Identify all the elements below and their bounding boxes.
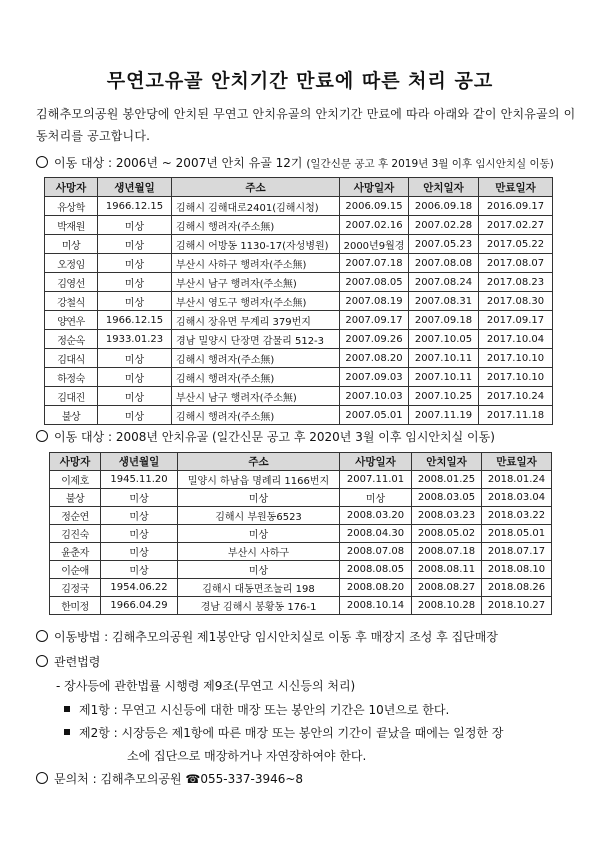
- cell-address: 미상: [178, 525, 340, 543]
- cell-death-date: 2008.04.30: [340, 525, 412, 543]
- table-row: [45, 406, 553, 425]
- cell-enshrine-date: 2007.10.11: [409, 368, 479, 387]
- table-row: [45, 330, 553, 349]
- cell-death-date: 2007.08.19: [340, 292, 409, 311]
- cell-enshrine-date: 2008.03.23: [412, 507, 482, 525]
- cell-enshrine-date: 2007.08.31: [409, 292, 479, 311]
- circle-bullet-icon: [36, 772, 48, 784]
- law-item-1: [64, 701, 449, 718]
- col-header-enshrine-date: 안치일자: [409, 178, 479, 197]
- cell-address: 부산시 남구 행려자(주소無): [172, 273, 340, 292]
- cell-address: 김해시 행려자(주소無): [172, 349, 340, 368]
- cell-birthdate: 미상: [101, 489, 178, 507]
- cell-deceased: 정순연: [50, 507, 101, 525]
- circle-bullet-icon: [36, 156, 48, 168]
- cell-death-date: 2006.09.15: [340, 197, 409, 216]
- cell-deceased: 김정국: [50, 579, 101, 597]
- cell-death-date: 2007.09.17: [340, 311, 409, 330]
- cell-enshrine-date: 2007.02.28: [409, 216, 479, 235]
- cell-enshrine-date: 2007.09.18: [409, 311, 479, 330]
- cell-expiry-date: 2017.10.10: [479, 349, 553, 368]
- page-title: 무연고유골 안치기간 만료에 따른 처리 공고: [106, 70, 494, 92]
- cell-death-date: 2000년9월경: [340, 235, 409, 254]
- cell-expiry-date: 2017.09.17: [479, 311, 553, 330]
- cell-expiry-date: 2017.10.04: [479, 330, 553, 349]
- cell-address: 김해시 행려자(주소無): [172, 406, 340, 425]
- cell-address: 밀양시 하남읍 명례리 1166번지: [178, 471, 340, 489]
- section1-note: (일간신문 공고 후 2019년 3월 이후 임시안치실 이동): [306, 158, 554, 170]
- table-row: [50, 579, 552, 597]
- table-row: [50, 543, 552, 561]
- contact-text: 문의처 : 김해추모의공원 ☎055-337-3946~8: [54, 772, 304, 786]
- law-subheading: - 장사등에 관한법률 시행령 제9조(무연고 시신등의 처리): [56, 679, 356, 693]
- cell-expiry-date: 2017.11.18: [479, 406, 553, 425]
- cell-birthdate: 1966.12.15: [98, 197, 172, 216]
- col-header-address: 주소: [172, 178, 340, 197]
- cell-deceased: 불상: [45, 406, 98, 425]
- cell-address: 부산시 영도구 행려자(주소無): [172, 292, 340, 311]
- cell-address: 김해시 행려자(주소無): [172, 368, 340, 387]
- cell-address: 김해시 장유면 무계리 379번지: [172, 311, 340, 330]
- cell-deceased: 정순옥: [45, 330, 98, 349]
- col-header-deceased: 사망자: [45, 178, 98, 197]
- cell-deceased: 유상학: [45, 197, 98, 216]
- cell-enshrine-date: 2007.08.24: [409, 273, 479, 292]
- cell-birthdate: 미상: [101, 525, 178, 543]
- col-header-expiry-date: 만료일자: [482, 453, 552, 471]
- cell-death-date: 2007.05.01: [340, 406, 409, 425]
- method-text: 이동방법 : 김해추모의공원 제1봉안당 임시안치실로 이동 후 매장지 조성 후 집단매장: [54, 630, 498, 644]
- table-row: [45, 311, 553, 330]
- cell-address: 미상: [178, 561, 340, 579]
- cell-death-date: 2008.08.05: [340, 561, 412, 579]
- cell-expiry-date: 2017.05.22: [479, 235, 553, 254]
- cell-death-date: 2007.11.01: [340, 471, 412, 489]
- col-header-birthdate: 생년월일: [101, 453, 178, 471]
- square-bullet-icon: [64, 706, 70, 712]
- cell-death-date: 2008.10.14: [340, 597, 412, 615]
- cell-birthdate: 미상: [98, 349, 172, 368]
- cell-enshrine-date: 2008.01.25: [412, 471, 482, 489]
- cell-birthdate: 1966.12.15: [98, 311, 172, 330]
- cell-expiry-date: 2016.09.17: [479, 197, 553, 216]
- cell-deceased: 오정임: [45, 254, 98, 273]
- table-row: [50, 525, 552, 543]
- cell-expiry-date: 2017.02.27: [479, 216, 553, 235]
- cell-deceased: 강철식: [45, 292, 98, 311]
- cell-expiry-date: 2018.05.01: [482, 525, 552, 543]
- cell-birthdate: 미상: [98, 216, 172, 235]
- cell-birthdate: 1954.06.22: [101, 579, 178, 597]
- section1-heading: [36, 154, 554, 171]
- cell-address: 부산시 사하구: [178, 543, 340, 561]
- cell-enshrine-date: 2007.10.25: [409, 387, 479, 406]
- cell-address: 김해시 어방동 1130-17(자성병원): [172, 235, 340, 254]
- cell-enshrine-date: 2008.08.27: [412, 579, 482, 597]
- law-heading: [36, 653, 100, 670]
- cell-death-date: 2007.08.20: [340, 349, 409, 368]
- cell-enshrine-date: 2007.11.19: [409, 406, 479, 425]
- cell-birthdate: 미상: [98, 254, 172, 273]
- cell-deceased: 미상: [45, 235, 98, 254]
- cell-enshrine-date: 2007.08.08: [409, 254, 479, 273]
- cell-death-date: 2008.07.08: [340, 543, 412, 561]
- cell-enshrine-date: 2008.10.28: [412, 597, 482, 615]
- section2-label: 이동 대상 : 2008년 안치유골 (일간신문 공고 후 2020년 3월 이후 임시안치실 이동): [54, 430, 495, 444]
- table-row: [45, 387, 553, 406]
- cell-death-date: 2007.08.05: [340, 273, 409, 292]
- cell-expiry-date: 2017.10.24: [479, 387, 553, 406]
- table-row: [45, 216, 553, 235]
- table-row: [45, 235, 553, 254]
- table-2006-2007: [44, 177, 553, 425]
- cell-birthdate: 미상: [98, 273, 172, 292]
- cell-deceased: 박재원: [45, 216, 98, 235]
- cell-expiry-date: 2018.01.24: [482, 471, 552, 489]
- cell-deceased: 이순애: [50, 561, 101, 579]
- table-row: [50, 597, 552, 615]
- section2-heading: [36, 428, 495, 445]
- cell-expiry-date: 2017.08.07: [479, 254, 553, 273]
- table-header-row: [45, 178, 553, 197]
- table-row: [45, 368, 553, 387]
- cell-address: 김해시 김해대로2401(김해시청): [172, 197, 340, 216]
- contact-line: [36, 770, 303, 787]
- cell-birthdate: 1933.01.23: [98, 330, 172, 349]
- table-row: [45, 292, 553, 311]
- cell-death-date: 2007.09.03: [340, 368, 409, 387]
- col-header-birthdate: 생년월일: [98, 178, 172, 197]
- cell-death-date: 2008.08.20: [340, 579, 412, 597]
- cell-address: 부산시 남구 행려자(주소無): [172, 387, 340, 406]
- table-header-row: [50, 453, 552, 471]
- cell-enshrine-date: 2006.09.18: [409, 197, 479, 216]
- cell-address: 경남 김해시 봉황동 176-1: [178, 597, 340, 615]
- cell-death-date: 미상: [340, 489, 412, 507]
- table-2008: [49, 452, 552, 615]
- method-line: [36, 628, 498, 645]
- cell-enshrine-date: 2008.05.02: [412, 525, 482, 543]
- cell-deceased: 한미정: [50, 597, 101, 615]
- cell-address: 경남 밀양시 단장면 감물리 512-3: [172, 330, 340, 349]
- circle-bullet-icon: [36, 655, 48, 667]
- table-row: [50, 489, 552, 507]
- cell-death-date: 2007.09.26: [340, 330, 409, 349]
- col-header-death-date: 사망일자: [340, 453, 412, 471]
- table-row: [50, 471, 552, 489]
- cell-birthdate: 1966.04.29: [101, 597, 178, 615]
- cell-death-date: 2007.02.16: [340, 216, 409, 235]
- cell-deceased: 김대식: [45, 349, 98, 368]
- cell-deceased: 김영선: [45, 273, 98, 292]
- section1-label: 이동 대상 : 2006년 ~ 2007년 안치 유골 12기: [54, 156, 303, 170]
- cell-expiry-date: 2018.03.04: [482, 489, 552, 507]
- cell-birthdate: 미상: [98, 292, 172, 311]
- square-bullet-icon: [64, 729, 70, 735]
- law-item-2-text: 제2항 : 시장등은 제1항에 따른 매장 또는 봉안의 기간이 끝났을 때에는 일정한 장: [79, 726, 504, 740]
- cell-deceased: 불상: [50, 489, 101, 507]
- cell-deceased: 이제호: [50, 471, 101, 489]
- table-row: [45, 197, 553, 216]
- circle-bullet-icon: [36, 430, 48, 442]
- cell-deceased: 김진숙: [50, 525, 101, 543]
- intro-paragraph: 김해추모의공원 봉안당에 안치된 무연고 안치유골의 안치기간 만료에 따라 아래와 같이 안치유골의 이동처리를 공고합니다.: [36, 107, 576, 143]
- cell-expiry-date: 2018.08.26: [482, 579, 552, 597]
- cell-birthdate: 미상: [101, 507, 178, 525]
- cell-deceased: 윤춘자: [50, 543, 101, 561]
- cell-deceased: 하정숙: [45, 368, 98, 387]
- cell-birthdate: 미상: [101, 543, 178, 561]
- col-header-death-date: 사망일자: [340, 178, 409, 197]
- cell-enshrine-date: 2007.10.05: [409, 330, 479, 349]
- cell-birthdate: 1945.11.20: [101, 471, 178, 489]
- cell-deceased: 양연우: [45, 311, 98, 330]
- col-header-enshrine-date: 안치일자: [412, 453, 482, 471]
- col-header-expiry-date: 만료일자: [479, 178, 553, 197]
- table-row: [50, 507, 552, 525]
- cell-enshrine-date: 2007.05.23: [409, 235, 479, 254]
- cell-expiry-date: 2018.07.17: [482, 543, 552, 561]
- cell-enshrine-date: 2008.07.18: [412, 543, 482, 561]
- cell-birthdate: 미상: [98, 387, 172, 406]
- col-header-address: 주소: [178, 453, 340, 471]
- cell-expiry-date: 2018.03.22: [482, 507, 552, 525]
- cell-birthdate: 미상: [98, 368, 172, 387]
- cell-deceased: 김대진: [45, 387, 98, 406]
- cell-address: 미상: [178, 489, 340, 507]
- cell-address: 김해시 대동면조눌리 198: [178, 579, 340, 597]
- cell-expiry-date: 2017.08.30: [479, 292, 553, 311]
- table-row: [45, 349, 553, 368]
- cell-expiry-date: 2018.08.10: [482, 561, 552, 579]
- law-item-2: [64, 724, 503, 741]
- cell-death-date: 2008.03.20: [340, 507, 412, 525]
- cell-address: 부산시 사하구 행려자(주소無): [172, 254, 340, 273]
- cell-death-date: 2007.07.18: [340, 254, 409, 273]
- cell-enshrine-date: 2008.08.11: [412, 561, 482, 579]
- cell-expiry-date: 2017.10.10: [479, 368, 553, 387]
- law-heading-text: 관련법령: [54, 655, 101, 669]
- table-row: [50, 561, 552, 579]
- cell-birthdate: 미상: [98, 406, 172, 425]
- law-item-2-continued: 소에 집단으로 매장하거나 자연장하여야 한다.: [127, 749, 367, 763]
- cell-expiry-date: 2018.10.27: [482, 597, 552, 615]
- cell-enshrine-date: 2007.10.11: [409, 349, 479, 368]
- cell-address: 김해시 부원동6523: [178, 507, 340, 525]
- table-row: [45, 273, 553, 292]
- circle-bullet-icon: [36, 630, 48, 642]
- law-item-1-text: 제1항 : 무연고 시신등에 대한 매장 또는 봉안의 기간은 10년으로 한다.: [79, 703, 450, 717]
- cell-address: 김해시 행려자(주소無): [172, 216, 340, 235]
- table-row: [45, 254, 553, 273]
- cell-enshrine-date: 2008.03.05: [412, 489, 482, 507]
- cell-birthdate: 미상: [101, 561, 178, 579]
- col-header-deceased: 사망자: [50, 453, 101, 471]
- cell-death-date: 2007.10.03: [340, 387, 409, 406]
- cell-birthdate: 미상: [98, 235, 172, 254]
- cell-expiry-date: 2017.08.23: [479, 273, 553, 292]
